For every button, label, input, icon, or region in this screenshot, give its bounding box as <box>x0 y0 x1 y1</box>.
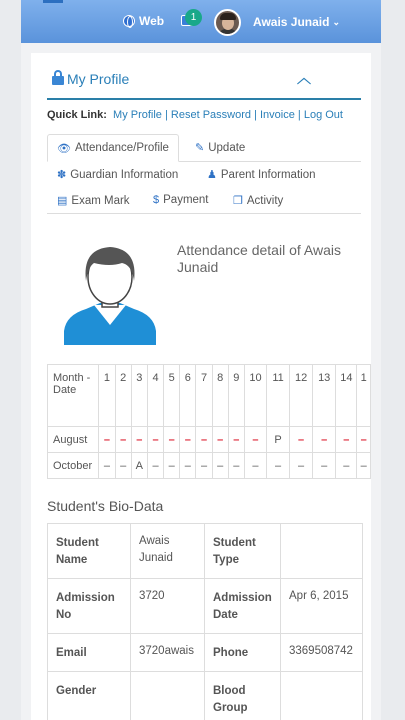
field-value: Apr 6, 2015 <box>281 579 363 634</box>
attendance-cell: – <box>212 427 228 453</box>
tab-activity[interactable] <box>233 194 283 207</box>
day-header: 6 <box>180 365 196 427</box>
table-row <box>48 672 363 720</box>
field-label: Student Type <box>205 524 281 579</box>
attendance-row-october <box>48 453 371 479</box>
message-count-badge: 1 <box>185 9 202 26</box>
link-reset-password[interactable]: Reset Password <box>170 109 252 121</box>
month-cell: August <box>48 427 99 453</box>
field-label: Email <box>48 634 131 672</box>
attendance-cell: – <box>147 427 163 453</box>
link-log-out[interactable]: Log Out <box>303 109 343 121</box>
day-header: 10 <box>244 365 266 427</box>
field-label: Student Name <box>48 524 131 579</box>
field-label: Admission Date <box>205 579 281 634</box>
globe-icon <box>123 15 135 27</box>
attendance-cell: – <box>244 453 266 479</box>
chevron-up-icon[interactable]: ︿ <box>297 70 311 86</box>
field-label: Admission No <box>48 579 131 634</box>
attendance-cell: – <box>267 453 290 479</box>
field-value <box>131 672 205 720</box>
menu-stub[interactable] <box>43 0 63 3</box>
attendance-cell: – <box>336 453 357 479</box>
attendance-cell: P <box>267 427 290 453</box>
biodata-table <box>47 523 363 720</box>
month-cell: October <box>48 453 99 479</box>
day-header: 9 <box>228 365 244 427</box>
field-value: Awais Junaid <box>131 524 205 579</box>
day-header: 14 <box>336 365 357 427</box>
month-date-header: Month - Date <box>48 365 99 427</box>
app-frame <box>21 0 381 720</box>
attendance-cell: – <box>115 427 131 453</box>
attendance-cell: – <box>131 427 147 453</box>
paw-icon: ✽ <box>57 169 67 181</box>
attendance-cell: – <box>115 453 131 479</box>
profile-card <box>31 53 371 720</box>
eye-icon: 👁 <box>57 142 71 155</box>
attendance-cell: – <box>164 427 180 453</box>
attendance-cell: – <box>99 427 115 453</box>
day-header: 2 <box>115 365 131 427</box>
day-header: 13 <box>313 365 336 427</box>
attendance-cell: – <box>180 427 196 453</box>
quick-links: Quick Link: My Profile | Reset Password | Invoice | Log Out <box>47 109 343 121</box>
tab-attendance-profile[interactable] <box>47 134 179 162</box>
table-row <box>48 634 363 672</box>
day-header: 12 <box>290 365 313 427</box>
day-header: 4 <box>147 365 163 427</box>
attendance-cell: A <box>131 453 147 479</box>
tab-label: Update <box>208 141 246 154</box>
field-value: 3720 <box>131 579 205 634</box>
tab-label: Payment <box>163 194 209 206</box>
student-photo <box>64 243 156 345</box>
web-link[interactable] <box>123 14 164 28</box>
lock-icon <box>52 70 64 85</box>
attendance-cell: – <box>196 427 212 453</box>
tab-payment[interactable] <box>153 194 209 206</box>
person-icon: ♟ <box>207 169 217 181</box>
files-icon: ❐ <box>233 195 243 207</box>
table-row <box>48 579 363 634</box>
attendance-header-row <box>48 365 371 427</box>
field-label: Gender <box>48 672 131 720</box>
attendance-cell: – <box>228 427 244 453</box>
day-header: 7 <box>196 365 212 427</box>
field-value: 3720awais <box>131 634 205 672</box>
tab-label: Guardian Information <box>70 168 179 181</box>
day-header: 1 <box>357 365 371 427</box>
field-label: Phone <box>205 634 281 672</box>
field-label: Blood Group <box>205 672 281 720</box>
web-label: Web <box>139 14 165 28</box>
attendance-cell: – <box>164 453 180 479</box>
field-value <box>281 672 363 720</box>
tab-label: Activity <box>246 194 284 207</box>
field-value: 3369508742 <box>281 634 363 672</box>
tab-exam-mark[interactable] <box>57 194 130 207</box>
attendance-table <box>47 364 371 479</box>
attendance-row-august <box>48 427 371 453</box>
day-header: 11 <box>267 365 290 427</box>
attendance-cell: – <box>357 453 371 479</box>
attendance-cell: – <box>147 453 163 479</box>
card-header <box>47 70 361 100</box>
attendance-cell: – <box>196 453 212 479</box>
attendance-title: Attendance detail of Awais Junaid <box>177 242 341 275</box>
link-my-profile[interactable]: My Profile <box>113 109 162 121</box>
tab-parent-information[interactable] <box>207 168 315 181</box>
day-header: 5 <box>164 365 180 427</box>
attendance-cell: – <box>336 427 357 453</box>
attendance-cell: – <box>228 453 244 479</box>
link-invoice[interactable]: Invoice <box>260 109 295 121</box>
attendance-cell: – <box>313 453 336 479</box>
tab-label: Parent Information <box>220 168 316 181</box>
user-name: Awais Junaid <box>253 15 330 29</box>
biodata-title: Student's Bio-Data <box>47 498 164 514</box>
profile-tabs <box>47 134 361 214</box>
dollar-icon: $ <box>153 194 160 206</box>
avatar[interactable] <box>214 9 241 36</box>
user-menu[interactable] <box>253 15 340 29</box>
chevron-down-icon: ⌄ <box>332 16 341 27</box>
attendance-cell: – <box>99 453 115 479</box>
edit-icon: ✎ <box>195 142 205 154</box>
day-header: 8 <box>212 365 228 427</box>
day-header: 3 <box>131 365 147 427</box>
attendance-cell: – <box>180 453 196 479</box>
tab-guardian-information[interactable] <box>57 168 178 181</box>
top-bar <box>21 0 381 43</box>
day-header: 1 <box>99 365 115 427</box>
attendance-cell: – <box>290 427 313 453</box>
attendance-cell: – <box>244 427 266 453</box>
field-value <box>281 524 363 579</box>
attendance-cell: – <box>290 453 313 479</box>
page-title: My Profile <box>67 71 130 87</box>
table-row <box>48 524 363 579</box>
attendance-cell: – <box>212 453 228 479</box>
tab-label: Attendance/Profile <box>74 142 169 154</box>
quick-link-label: Quick Link: <box>47 109 107 121</box>
exam-icon: ▤ <box>57 195 68 207</box>
tab-label: Exam Mark <box>71 194 130 207</box>
tab-update[interactable] <box>195 141 245 154</box>
attendance-cell: – <box>357 427 371 453</box>
attendance-cell: – <box>313 427 336 453</box>
